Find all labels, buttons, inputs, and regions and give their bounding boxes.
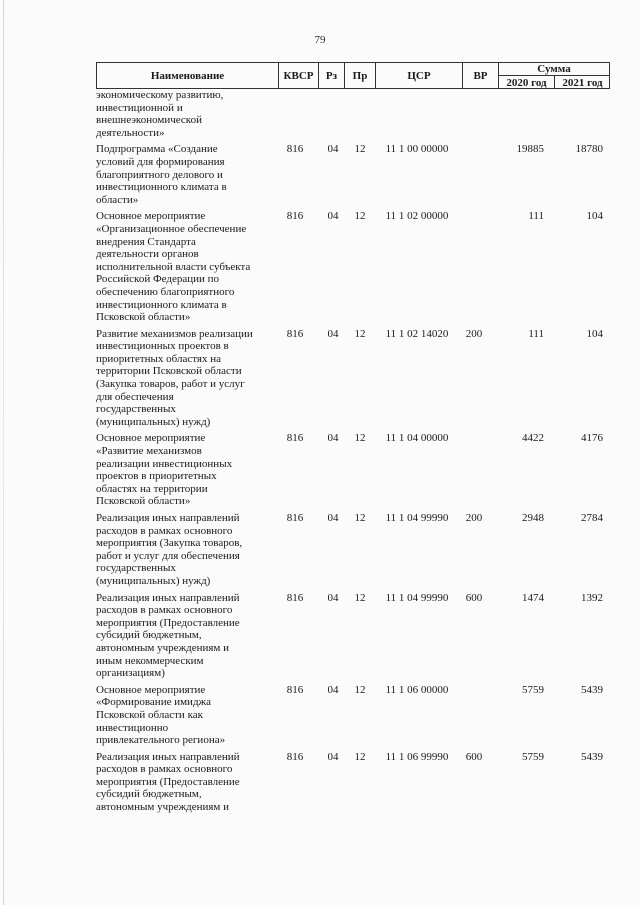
row-sum-2021: 2784 xyxy=(581,512,603,524)
table-row xyxy=(96,592,610,680)
row-kvsr: 816 xyxy=(286,327,304,340)
row-sum-2020: 1474 xyxy=(522,591,544,604)
row-csr: 11 1 06 00000 xyxy=(385,683,449,696)
row-rz: 04 xyxy=(327,143,339,156)
row-kvsr: 816 xyxy=(286,683,304,696)
row-sum-2020: 5759 xyxy=(522,683,544,696)
table-row xyxy=(96,328,610,429)
row-pr: 12 xyxy=(354,210,366,223)
header-csr: ЦСР xyxy=(375,63,462,88)
row-kvsr: 816 xyxy=(286,750,304,763)
row-sum-2020: 111 xyxy=(528,327,544,340)
table-row xyxy=(96,89,610,139)
row-kvsr: 816 xyxy=(286,432,304,445)
row-csr: 11 1 00 00000 xyxy=(385,143,449,156)
row-sum-2021: 18780 xyxy=(575,143,603,156)
header-year-2020: 2020 год xyxy=(498,76,554,89)
page-number: 79 xyxy=(314,34,326,46)
row-pr: 12 xyxy=(354,432,366,445)
row-rz: 04 xyxy=(327,210,339,223)
row-csr: 11 1 04 99990 xyxy=(385,512,449,524)
row-name: Подпрограмма «Создание условий для формирования благоприятного делового и инвестиционного климата в области» xyxy=(96,143,227,206)
row-name: экономическому развитию, инвестиционной и внешнеэкономической деятельности» xyxy=(96,89,224,139)
header-sum: Сумма xyxy=(498,63,609,76)
row-sum-2021: 4176 xyxy=(581,432,603,445)
header-year-2021: 2021 год xyxy=(554,76,610,89)
row-sum-2020: 4422 xyxy=(522,432,544,445)
row-rz: 04 xyxy=(327,327,339,340)
row-kvsr: 816 xyxy=(286,512,304,524)
row-sum-2021: 104 xyxy=(586,210,603,223)
row-name: Реализация иных направлений расходов в рамках основного мероприятия (Закупка товаров, работ и услуг для обеспечения государственных (муниципальных) нужд) xyxy=(96,512,243,587)
row-sum-2021: 1392 xyxy=(581,591,603,604)
row-name: Основное мероприятие «Формирование имиджа Псковской области как инвестиционно привлекательного региона» xyxy=(96,683,226,747)
table-row xyxy=(96,751,610,814)
header-pr: Пр xyxy=(344,63,375,88)
header-name: Наименование xyxy=(150,69,225,82)
row-pr: 12 xyxy=(354,591,366,604)
row-sum-2021: 5439 xyxy=(581,750,603,763)
row-name: Реализация иных направлений расходов в рамках основного мероприятия (Предоставление субсидий бюджетным, автономным учреждениям и иным некоммерческим организациям) xyxy=(96,591,240,680)
row-sum-2020: 5759 xyxy=(522,750,544,763)
row-csr: 11 1 04 00000 xyxy=(385,432,449,445)
row-pr: 12 xyxy=(354,750,366,763)
header-vr: ВР xyxy=(462,63,498,88)
table-row xyxy=(96,512,610,588)
row-vr: 200 xyxy=(465,327,483,340)
table-row xyxy=(96,210,610,323)
row-vr: 600 xyxy=(465,750,483,763)
row-kvsr: 816 xyxy=(286,591,304,604)
row-csr: 11 1 06 99990 xyxy=(385,750,449,763)
row-sum-2020: 19885 xyxy=(516,143,544,156)
row-rz: 04 xyxy=(327,512,339,524)
table-header xyxy=(96,62,610,89)
row-pr: 12 xyxy=(354,327,366,340)
row-name: Основное мероприятие «Организационное обеспечение внедрения Стандарта деятельности органов исполнительной власти субъекта Российской Федерации по обеспечению благоприятного инвестиционного климата в Псковской области» xyxy=(96,210,251,324)
row-pr: 12 xyxy=(354,512,366,524)
header-kvsr: КВСР xyxy=(278,63,318,88)
row-csr: 11 1 04 99990 xyxy=(385,591,449,604)
row-kvsr: 816 xyxy=(286,143,304,156)
row-csr: 11 1 02 00000 xyxy=(385,210,449,223)
row-sum-2021: 5439 xyxy=(581,683,603,696)
row-sum-2020: 2948 xyxy=(522,512,544,524)
row-csr: 11 1 02 14020 xyxy=(385,327,449,340)
table-body xyxy=(96,89,610,818)
table-row xyxy=(96,143,610,206)
row-rz: 04 xyxy=(327,591,339,604)
row-sum-2020: 111 xyxy=(528,210,544,223)
row-vr: 200 xyxy=(465,512,483,524)
header-rz: Рз xyxy=(318,63,344,88)
scan-edge xyxy=(3,0,4,905)
row-name: Развитие механизмов реализации инвестиционных проектов в приоритетных областях на территории Псковской области (Закупка товаров, работ и услуг для обеспечения государственных (муниципальных) нужд) xyxy=(96,327,253,428)
row-pr: 12 xyxy=(354,143,366,156)
row-rz: 04 xyxy=(327,750,339,763)
row-name: Реализация иных направлений расходов в рамках основного мероприятия (Предоставление субсидий бюджетным, автономным учреждениям и xyxy=(96,750,240,814)
table-row xyxy=(96,432,610,508)
table-row xyxy=(96,684,610,747)
row-sum-2021: 104 xyxy=(586,327,603,340)
row-kvsr: 816 xyxy=(286,210,304,223)
row-name: Основное мероприятие «Развитие механизмов реализации инвестиционных проектов в приоритетных областях на территории Псковской области» xyxy=(96,432,233,508)
row-rz: 04 xyxy=(327,432,339,445)
row-vr: 600 xyxy=(465,591,483,604)
row-rz: 04 xyxy=(327,683,339,696)
row-pr: 12 xyxy=(354,683,366,696)
